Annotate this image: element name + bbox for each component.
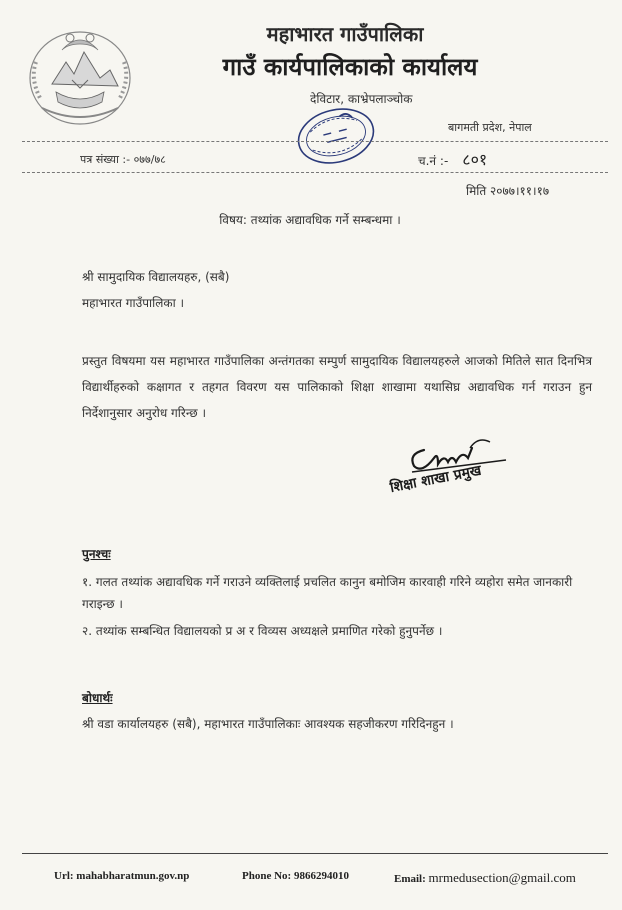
bodharth-text: श्री वडा कार्यालयहरु (सबै), महाभारत गाउँपालिकाः आवश्यक सहजीकरण गरिदिनहुन ।	[82, 717, 454, 731]
footer-divider	[22, 853, 608, 854]
footer-phone: Phone No: 9866294010	[242, 870, 349, 882]
office-name: गाउँ कार्यपालिकाको कार्यालय	[222, 53, 478, 81]
header-bottom-divider	[22, 172, 608, 173]
dispatch-number-value: ८०१	[462, 150, 488, 169]
nepal-government-emblem-icon	[22, 22, 138, 128]
letter-date: मिति २०७७।११।१७	[466, 184, 550, 198]
reference-number: पत्र संख्या :- ०७७/७८	[80, 153, 166, 166]
letter-body: प्रस्तुत विषयमा यस महाभारत गाउँपालिका अन्तंगतका सम्पुर्ण सामुदायिक विद्यालयहरुले आजको मितिले सात दिनभित्र विद्यार्थीहरुको कक्षागत र तहगत विवरण यस पालिकाको शिक्षा शाखामा यथासिघ्र अद्यावधिक गर्न गराउन हुन निर्देशानुसार अनुरोध गरिन्छ ।	[82, 354, 592, 420]
recipient-line-2: महाभारत गाउँपालिका ।	[82, 296, 185, 310]
header-top-divider	[22, 141, 608, 142]
dispatch-number-label: च.नं :-	[418, 154, 449, 168]
postscript-heading: पुनश्चः	[82, 547, 111, 561]
footer-email-address: mrmedusection@gmail.com	[428, 870, 576, 885]
letter-subject: विषय: तथ्यांक अद्यावधिक गर्ने सम्बन्धमा ।	[219, 213, 401, 227]
municipality-name: महाभारत गाउँपालिका	[266, 22, 424, 46]
footer-url: Url: mahabharatmun.gov.np	[54, 870, 190, 882]
postscript-item-2: २. तथ्यांक सम्बन्धित विद्यालयको प्र अ र विव्यस अध्यक्षले प्रमाणित गरेको हुनुपर्नेछ ।	[82, 624, 443, 638]
province-label: बागमती प्रदेश, नेपाल	[448, 121, 532, 134]
footer-email-label: Email:	[394, 873, 426, 885]
office-address: देविटार, काभ्रेपलाञ्चोक	[310, 92, 413, 106]
dispatch-number	[418, 148, 487, 170]
signatory-title: शिक्षा शाखा प्रमुख	[388, 462, 483, 497]
recipient-line-1: श्री सामुदायिक विद्यालयहरु, (सबै)	[82, 270, 230, 284]
footer-email	[394, 870, 576, 886]
office-round-stamp-icon	[286, 100, 386, 172]
postscript-item-1: १. गलत तथ्यांक अद्यावधिक गर्ने गराउने व्यक्तिलाई प्रचलित कानुन बमोजिम कारवाही गरिने व्यहोरा समेत जानकारी गराइन्छ ।	[82, 575, 573, 611]
bodharth-heading: बोधार्थः	[82, 691, 113, 705]
